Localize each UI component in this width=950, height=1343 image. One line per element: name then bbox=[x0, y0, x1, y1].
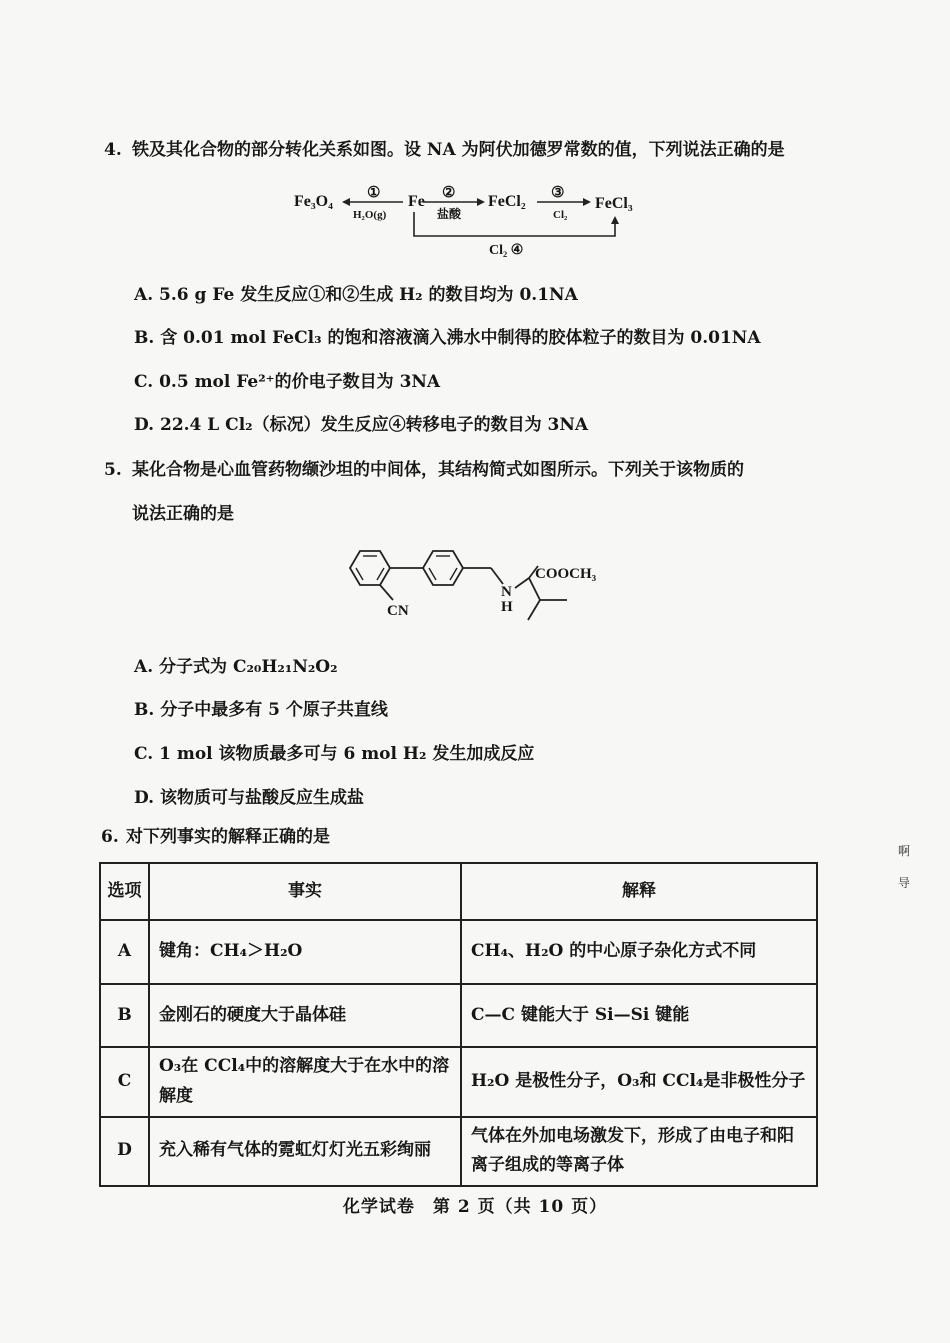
header-explanation: 解释 bbox=[461, 863, 817, 920]
option-text: 含 0.01 mol FeCl₃ 的饱和溶液滴入沸水中制得的胶体粒子的数目为 0.01NA bbox=[160, 328, 761, 348]
arrow-2-head bbox=[477, 198, 485, 206]
q4-option-d bbox=[134, 417, 588, 434]
arrow-4-head bbox=[611, 216, 619, 224]
option-label: D. bbox=[134, 415, 155, 435]
row-option: D bbox=[100, 1117, 149, 1187]
amine-n-label: N bbox=[501, 584, 512, 600]
q6-number: 6. bbox=[101, 827, 119, 847]
q5-structure-diagram bbox=[335, 538, 615, 638]
q4-option-c bbox=[134, 374, 440, 391]
option-label: A. bbox=[134, 657, 154, 677]
margin-mark: 啊 bbox=[898, 844, 911, 858]
facts-table bbox=[99, 862, 818, 1187]
q4-option-a bbox=[134, 287, 578, 304]
step-3-condition: Cl₂ bbox=[553, 209, 568, 221]
margin-mark: 导 bbox=[898, 876, 911, 890]
row-fact: 充入稀有气体的霓虹灯灯光五彩绚丽 bbox=[149, 1117, 461, 1187]
nitrile-bond bbox=[380, 585, 393, 600]
arrow-1-head bbox=[342, 198, 350, 206]
step-1-condition: H₂O(g) bbox=[353, 209, 387, 221]
row-explanation: CH₄、H₂O 的中心原子杂化方式不同 bbox=[461, 920, 817, 984]
option-text: 5.6 g Fe 发生反应①和②生成 H₂ 的数目均为 0.1NA bbox=[159, 285, 578, 305]
row-option: C bbox=[100, 1047, 149, 1117]
option-label: C. bbox=[134, 372, 154, 392]
q4-option-b bbox=[134, 330, 761, 347]
step-3-label: ③ bbox=[551, 185, 565, 201]
table-row bbox=[100, 920, 817, 984]
table-row bbox=[100, 1117, 817, 1187]
q4-stem: 铁及其化合物的部分转化关系如图。设 NA 为阿伏加德罗常数的值，下列说法正确的是 bbox=[132, 140, 785, 160]
option-label: D. bbox=[134, 788, 155, 808]
fecl2-label: FeCl₂ bbox=[488, 193, 526, 210]
option-label: B. bbox=[134, 328, 155, 348]
fe3o4-label: Fe₃O₄ bbox=[294, 193, 333, 210]
row-fact: 键角：CH₄＞H₂O bbox=[149, 920, 461, 984]
row-option: A bbox=[100, 920, 149, 984]
option-text: 分子式为 C₂₀H₂₁N₂O₂ bbox=[159, 657, 338, 677]
row-option: B bbox=[100, 984, 149, 1047]
table-row bbox=[100, 984, 817, 1047]
q5-option-c bbox=[134, 746, 534, 763]
option-text: 0.5 mol Fe²⁺的价电子数目为 3NA bbox=[159, 372, 441, 392]
option-text: 分子中最多有 5 个原子共直线 bbox=[160, 700, 388, 720]
step-1-label: ① bbox=[367, 185, 381, 201]
fecl3-label: FeCl₃ bbox=[595, 195, 633, 212]
option-text: 1 mol 该物质最多可与 6 mol H₂ 发生加成反应 bbox=[159, 744, 535, 764]
q6-stem: 对下列事实的解释正确的是 bbox=[126, 827, 330, 847]
q5-option-b bbox=[134, 702, 388, 719]
q5-number: 5. bbox=[104, 460, 122, 480]
option-label: B. bbox=[134, 700, 155, 720]
q5-option-a bbox=[134, 659, 338, 676]
step-4-label: Cl₂ ④ bbox=[489, 243, 524, 258]
header-fact: 事实 bbox=[149, 863, 461, 920]
table-row bbox=[100, 1047, 817, 1117]
option-text: 该物质可与盐酸反应生成盐 bbox=[159, 788, 364, 808]
q5-stem-line2: 说法正确的是 bbox=[132, 504, 234, 524]
page-footer: 化学试卷 第 2 页（共 10 页） bbox=[342, 1197, 608, 1217]
q5-option-d bbox=[134, 790, 364, 807]
table-header-row bbox=[100, 863, 817, 920]
amine-h-label: H bbox=[501, 599, 513, 615]
row-explanation: C—C 键能大于 Si—Si 键能 bbox=[461, 984, 817, 1047]
row-fact: 金刚石的硬度大于晶体硅 bbox=[149, 984, 461, 1047]
q4-number: 4. bbox=[104, 140, 122, 160]
row-explanation: H₂O 是极性分子，O₃和 CCl₄是非极性分子 bbox=[461, 1047, 817, 1117]
arrow-3-head bbox=[583, 198, 591, 206]
nitrile-label: CN bbox=[387, 603, 409, 619]
header-option: 选项 bbox=[100, 863, 149, 920]
option-label: C. bbox=[134, 744, 154, 764]
row-fact: O₃在 CCl₄中的溶解度大于在水中的溶解度 bbox=[149, 1047, 461, 1117]
q4-conversion-diagram bbox=[290, 180, 650, 260]
option-label: A. bbox=[134, 285, 154, 305]
q5-stem-line1: 某化合物是心血管药物缬沙坦的中间体，其结构简式如图所示。下列关于该物质的 bbox=[132, 460, 744, 480]
step-2-condition: 盐酸 bbox=[437, 207, 462, 221]
ester-label: COOCH₃ bbox=[535, 566, 597, 582]
row-explanation: 气体在外加电场激发下，形成了由电子和阳离子组成的等离子体 bbox=[461, 1117, 817, 1187]
fe-label: Fe bbox=[408, 193, 425, 210]
option-text: 22.4 L Cl₂（标况）发生反应④转移电子的数目为 3NA bbox=[159, 415, 589, 435]
step-2-label: ② bbox=[442, 185, 456, 201]
